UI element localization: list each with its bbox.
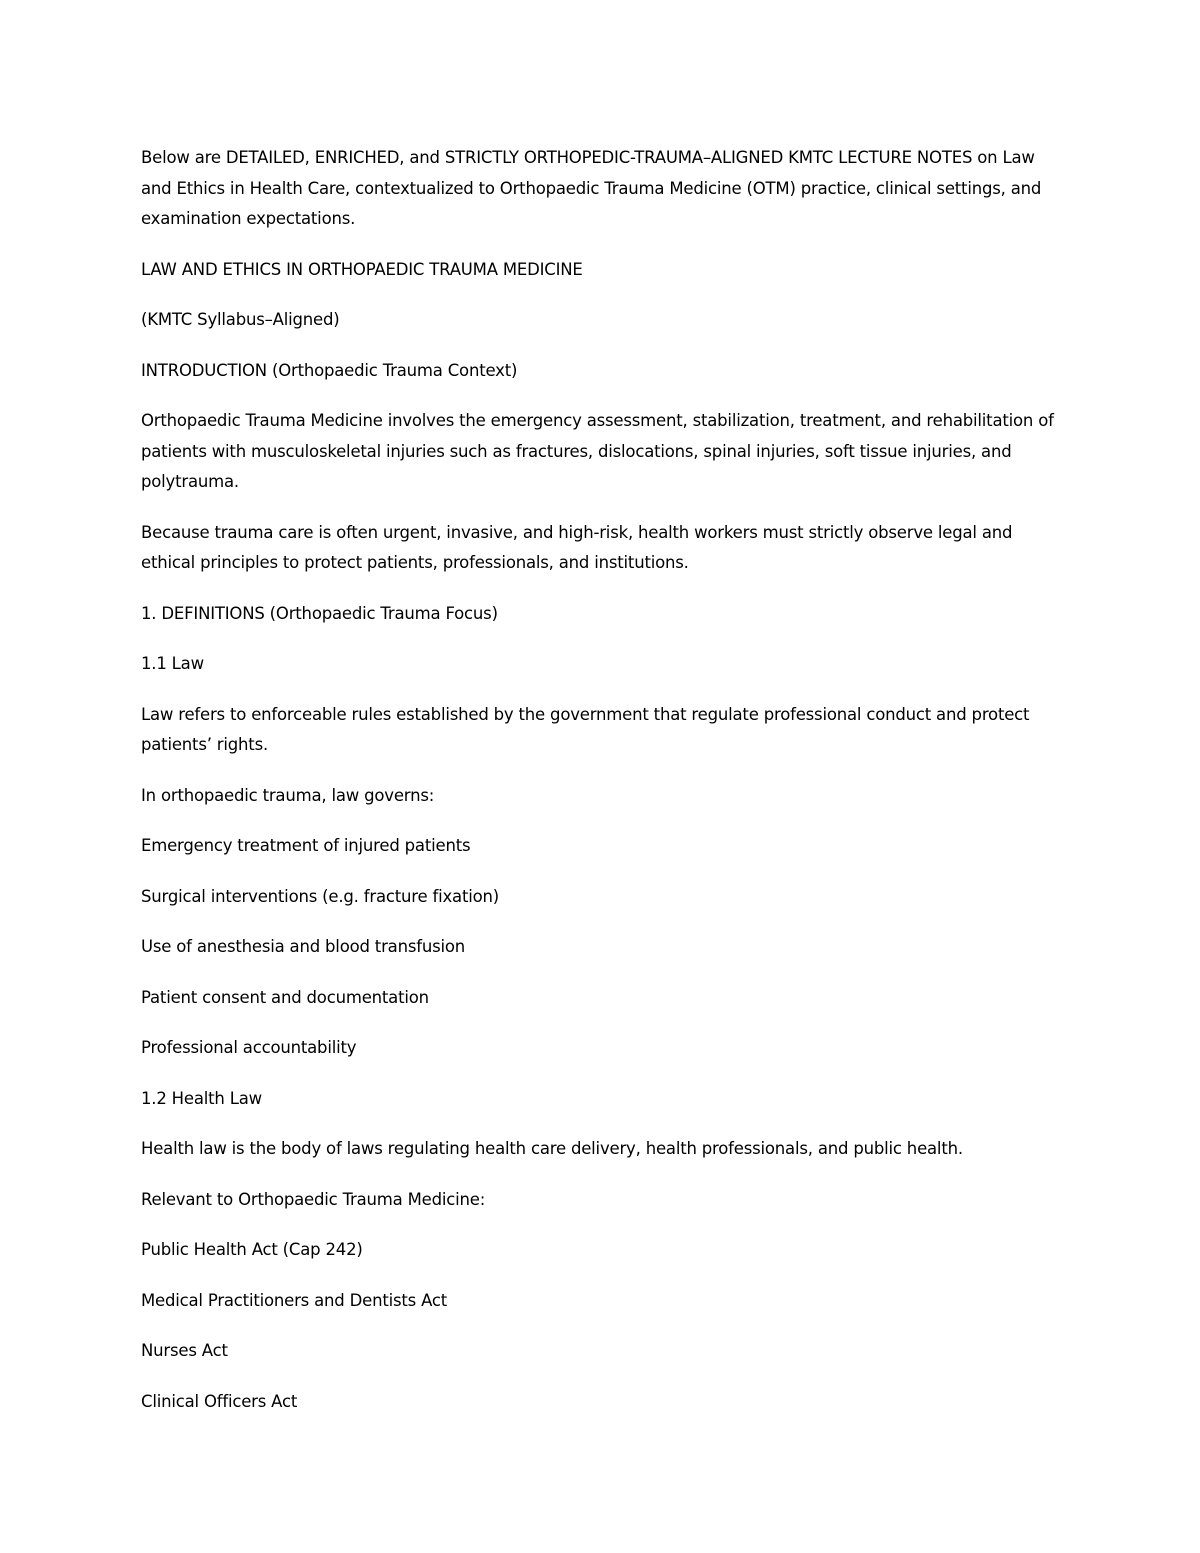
list-item: Public Health Act (Cap 242) [141,1240,363,1259]
subsection-heading-law: 1.1 Law [141,654,204,673]
main-title: LAW AND ETHICS IN ORTHOPAEDIC TRAUMA MEDICINE [141,259,583,279]
list-item: Professional accountability [141,1038,357,1057]
paragraph-relevant-laws: Relevant to Orthopaedic Trauma Medicine: [141,1189,486,1209]
list-item: Clinical Officers Act [141,1391,298,1411]
paragraph-law-definition: Law refers to enforceable rules established by the government that regulate professional conduct and protect patients’ rights. [141,704,1030,754]
list-item: Patient consent and documentation [141,987,429,1007]
list-item: Nurses Act [141,1341,228,1360]
list-item: Emergency treatment of injured patients [141,836,471,855]
paragraph-otm-definition: Orthopaedic Trauma Medicine involves the emergency assessment, stabilization, treatment, and rehabilitation of patients with musculoskeletal injuries such as fractures, dislocations, spinal injuries, soft tissue injuries, and polytrauma. [141,411,1054,491]
paragraph-health-law-definition: Health law is the body of laws regulating health care delivery, health professionals, and public health. [141,1139,963,1158]
intro-paragraph: Below are DETAILED, ENRICHED, and STRICTLY ORTHOPEDIC-TRAUMA–ALIGNED KMTC LECTURE NOTES on Law and Ethics in Health Care, contextualized to Orthopaedic Trauma Medicine (OTM) practice, clinical settings, and examination expectations. [141,148,1042,228]
list-item: Surgical interventions (e.g. fracture fixation) [141,886,499,906]
section-heading-definitions: 1. DEFINITIONS (Orthopaedic Trauma Focus) [141,603,498,623]
list-item: Use of anesthesia and blood transfusion [141,937,466,956]
subsection-heading-health-law: 1.2 Health Law [141,1088,262,1108]
subtitle: (KMTC Syllabus–Aligned) [141,310,340,329]
document-body [141,143,1066,1437]
section-heading-introduction: INTRODUCTION (Orthopaedic Trauma Context) [141,360,518,380]
paragraph-trauma-care: Because trauma care is often urgent, invasive, and high-risk, health workers must strictly observe legal and ethical principles to protect patients, professionals, and institutions. [141,522,1013,572]
paragraph-law-governs: In orthopaedic trauma, law governs: [141,785,435,805]
list-item: Medical Practitioners and Dentists Act [141,1290,448,1310]
